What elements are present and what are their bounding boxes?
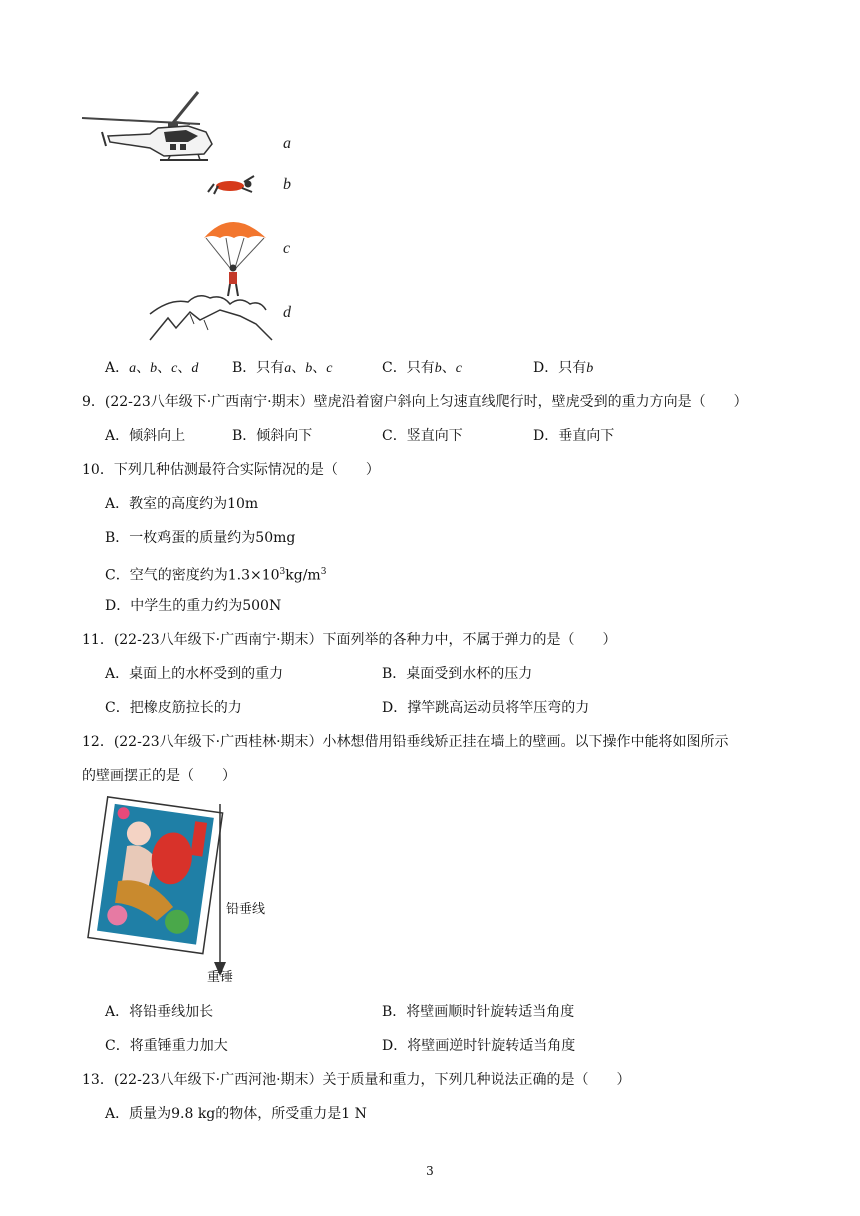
q8-option-a: A．a、b、c、d [105,360,199,376]
q8-option-c: C．只有b、c [382,360,462,376]
q12-label-weight: 重锤 [207,970,234,985]
q11-option-b: B．桌面受到水杯的压力 [382,666,533,682]
helicopter-icon [82,92,212,160]
q9-option-a: A．倾斜向上 [105,428,186,444]
q12-stem-line2: 的壁画摆正的是（ ） [82,768,236,784]
q10-option-d: D．中学生的重力约为500N [105,598,282,614]
parachute-icon [204,222,266,296]
q13-option-a: A．质量为9.8 kg的物体，所受重力是1 N [105,1106,367,1122]
q10-option-c: C．空气的密度约为$1.3\times 10^3kg/m^3$ [105,567,327,584]
q10-option-a: A．教室的高度约为10m [105,496,259,512]
q9-option-b: B．倾斜向下 [232,428,313,444]
q11-option-c: C．把橡皮筋拉长的力 [105,700,242,716]
figure-label-b: b [283,176,291,193]
q9-option-c: C．竖直向下 [382,428,463,444]
tilted-painting-illustration [80,796,280,992]
figure-label-d: d [283,304,291,321]
q12-option-a: A．将铅垂线加长 [105,1004,214,1020]
q12-label-plumb-line: 铅垂线 [226,902,266,917]
painting-icon [88,797,223,954]
q9-option-d: D．垂直向下 [533,428,615,444]
q13-stem: 13．(22-23八年级下·广西河池·期末）关于质量和重力，下列几种说法正确的是（ ） [82,1072,631,1088]
q12-stem-line1: 12．(22-23八年级下·广西桂林·期末）小林想借用铅垂线矫正挂在墙上的壁画。以下操作中能将如图所示 [82,734,729,750]
q12-option-b: B．将壁画顺时针旋转适当角度 [382,1004,575,1020]
q11-option-d: D．撑竿跳高运动员将竿压弯的力 [382,700,590,716]
page-number: 3 [426,1164,434,1178]
q10-stem: 10．下列几种估测最符合实际情况的是（ ） [82,462,380,478]
q11-stem: 11．(22-23八年级下·广西南宁·期末）下面列举的各种力中，不属于弹力的是（ ） [82,632,617,648]
q8-option-b: B．只有a、b、c [232,360,333,376]
skydiver-icon [208,176,254,194]
mountain-icon [150,296,272,340]
q8-option-d: D．只有b [533,360,594,376]
q12-option-d: D．将壁画逆时针旋转适当角度 [382,1038,576,1054]
figure-painting-plumb [80,796,280,992]
figure-label-a: a [283,135,291,152]
figure-label-c: c [283,240,291,257]
q9-stem: 9．(22-23八年级下·广西南宁·期末）壁虎沿着窗户斜向上匀速直线爬行时，壁虎受到的重力方向是（ ） [82,394,748,410]
q10-option-b: B．一枚鸡蛋的质量约为50mg [105,530,296,546]
q11-option-a: A．桌面上的水杯受到的重力 [105,666,284,682]
q12-option-c: C．将重锤重力加大 [105,1038,228,1054]
